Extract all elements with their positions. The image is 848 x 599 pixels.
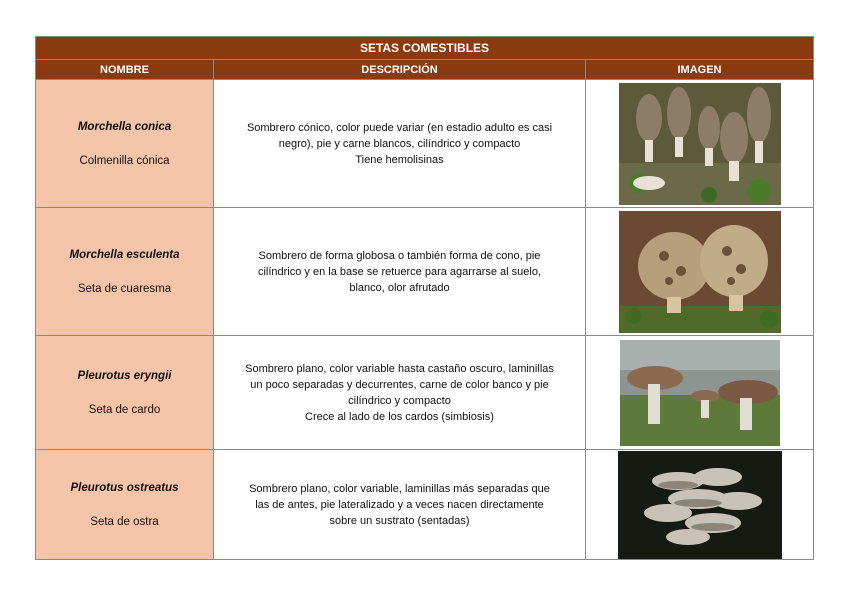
morel-pair-photo (619, 211, 781, 333)
image-cell (586, 80, 814, 208)
scientific-name: Morchella esculenta (69, 248, 180, 261)
table-row (36, 450, 814, 560)
oyster-mushroom-photo (618, 451, 782, 559)
common-name: Seta de ostra (90, 515, 159, 528)
description-line: Sombrero cónico, color puede variar (en estadio adulto es casi (246, 121, 553, 134)
name-cell (36, 80, 214, 208)
description-cell (214, 450, 586, 560)
description-line: cilíndrico y compacto (348, 394, 451, 407)
name-cell (36, 208, 214, 336)
image-cell (586, 208, 814, 336)
common-name: Seta de cuaresma (77, 282, 172, 295)
description-line: Crece al lado de los cardos (simbiosis) (305, 410, 494, 423)
king-oyster-photo (620, 340, 780, 446)
description-line: Sombrero plano, color variable hasta castaño oscuro, laminillas (245, 362, 554, 375)
image-cell (586, 450, 814, 560)
description-line: blanco, olor afrutado (349, 281, 450, 294)
description-cell (214, 208, 586, 336)
table-row (36, 336, 814, 450)
description-line: Sombrero de forma globosa o también forma de cono, pie (258, 249, 541, 262)
description-line: un poco separadas y decurrentes, carne de color banco y pie (250, 378, 549, 391)
table-row (36, 208, 814, 336)
description-cell (214, 80, 586, 208)
header-description: DESCRIPCIÓN (214, 60, 586, 80)
scientific-name: Pleurotus ostreatus (70, 481, 179, 494)
description-cell (214, 336, 586, 450)
header-name: NOMBRE (36, 60, 214, 80)
image-cell (586, 336, 814, 450)
name-cell (36, 336, 214, 450)
scientific-name: Morchella conica (77, 120, 172, 133)
table-row (36, 80, 814, 208)
description-line: las de antes, pie lateralizado y a veces nacen directamente (255, 498, 544, 511)
common-name: Colmenilla cónica (79, 154, 170, 167)
mushroom-table (35, 36, 814, 560)
common-name: Seta de cardo (88, 403, 161, 416)
description-line: negro), pie y carne blancos, cilíndrico y compacto (278, 137, 521, 150)
description-line: cilíndrico y en la base se retuerce para agarrarse al suelo, (257, 265, 542, 278)
name-cell (36, 450, 214, 560)
table-title: SETAS COMESTIBLES (36, 37, 814, 60)
description-line: Sombrero plano, color variable, laminillas más separadas que (249, 482, 550, 495)
header-image: IMAGEN (586, 60, 814, 80)
description-line: sobre un sustrato (sentadas) (329, 514, 470, 527)
description-line: Tiene hemolisinas (355, 153, 444, 166)
morel-mushrooms-photo (619, 83, 781, 205)
scientific-name: Pleurotus eryngii (77, 369, 172, 382)
